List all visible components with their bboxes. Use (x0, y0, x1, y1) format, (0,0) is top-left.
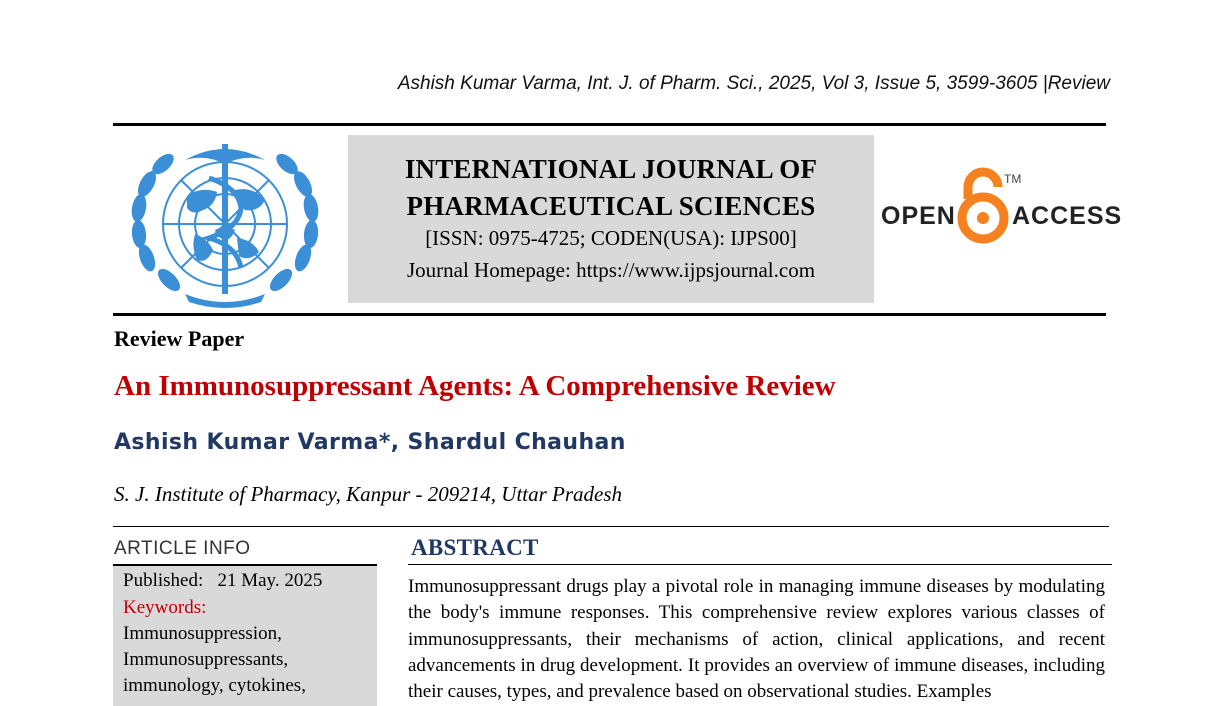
keyword-item: Immunosuppressants, (123, 649, 289, 670)
open-access-open-text: OPEN (881, 202, 956, 230)
abstract-heading: ABSTRACT (411, 535, 539, 560)
article-info-heading: ARTICLE INFO (114, 538, 251, 559)
paper-type: Review Paper (114, 326, 245, 351)
paper-affiliation: S. J. Institute of Pharmacy, Kanpur - 209214, Uttar Pradesh (114, 482, 623, 506)
paper-authors: Ashish Kumar Varma*, Shardul Chauhan (114, 430, 626, 455)
published-row (123, 568, 322, 594)
keyword-item: immunology, cytokines, (123, 675, 306, 696)
section-divider (113, 526, 1109, 527)
header-rule-top (113, 123, 1106, 126)
open-access-access-text: ACCESS (1012, 202, 1123, 230)
running-header: Ashish Kumar Varma, Int. J. of Pharm. Sci., 2025, Vol 3, Issue 5, 3599-3605 |Review (397, 73, 1110, 94)
published-date: 21 May. 2025 (217, 570, 323, 591)
journal-issn: [ISSN: 0975-4725; CODEN(USA): IJPS00] (425, 226, 797, 250)
keywords-label: Keywords: (123, 597, 207, 618)
article-info-box (113, 566, 377, 706)
open-access-lock-icon (878, 163, 1123, 253)
abstract-text: Immunosuppressant drugs play a pivotal role in managing immune diseases by modulating the body's immune responses. This comprehensive review explores various classes of immunosuppressants, their mechanisms of action, clinical applications, and recent advancements in drug development. It provides an overview of immune diseases, including their causes, types, and prevalence based on observational studies. Examples (408, 576, 1105, 703)
header-rule-bottom (113, 313, 1106, 316)
journal-homepage[interactable]: Journal Homepage: https://www.ijpsjournal.com (406, 258, 816, 282)
abstract-rule (408, 564, 1112, 565)
journal-name (348, 151, 874, 225)
keyword-item: Immunosuppression, (123, 623, 282, 644)
un-emblem-icon (125, 138, 325, 306)
journal-name-line1: INTERNATIONAL JOURNAL OF (404, 154, 818, 184)
journal-masthead (348, 135, 874, 303)
paper-title: An Immunosuppressant Agents: A Comprehensive Review (114, 370, 836, 402)
open-access-tm: TM (1004, 172, 1022, 186)
published-label: Published: (123, 570, 204, 591)
journal-name-line2: PHARMACEUTICAL SCIENCES (406, 191, 816, 221)
